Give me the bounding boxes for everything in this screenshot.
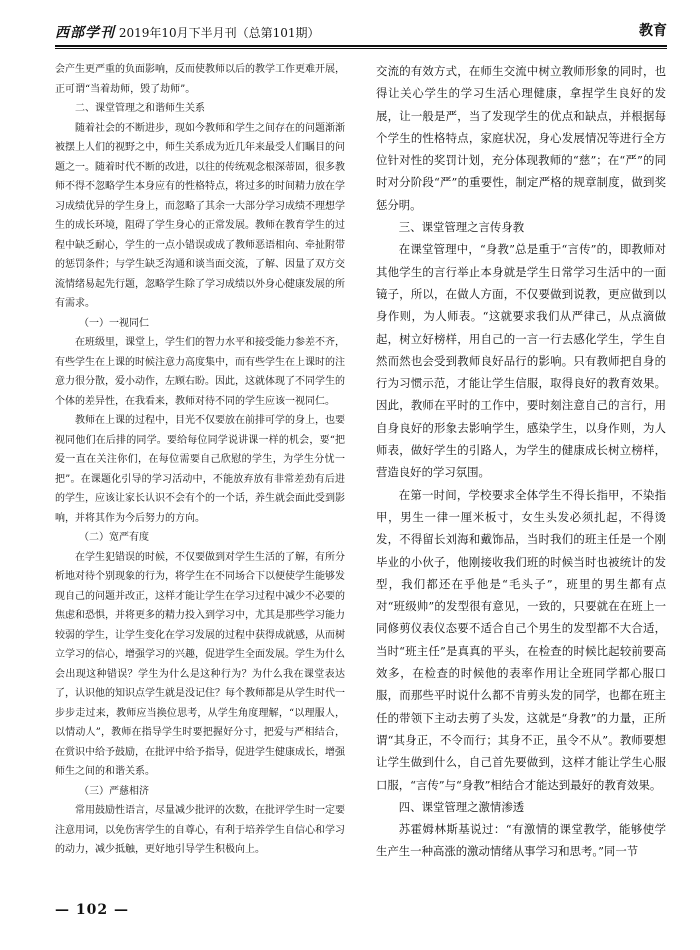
page-number: — 102 — [55, 902, 129, 918]
right-column [376, 60, 666, 863]
section-heading: （三）严慈相济 [79, 785, 149, 797]
journal-info [55, 22, 320, 42]
paragraph: 在班级里，课堂上，学生们的智力水平和接受能力参差不齐，有些学生在上课的时候注意力高度集中，而有些学生在上课时的注意力很分散，爱小动作，左顾右盼。因此，这就体现了不同学生的个体的差异性，在我看来，教师对待不同的学生应该一视同仁。 [55, 337, 345, 407]
section-heading: （二）宽严有度 [79, 532, 149, 543]
issue-info: 2019年10月下半月刊（总第101期） [118, 26, 320, 40]
section-heading: 二、课堂管理之和谐师生关系 [75, 103, 205, 114]
section-label: 教育 [639, 23, 667, 39]
section-heading: （一）一视同仁 [79, 317, 149, 329]
paragraph: 常用鼓励性语言，尽量减少批评的次数，在批评学生时一定要注意用词，以免伤害学生的自尊心，有利于培养学生自信心和学习的动力，减少抵触，更好地引导学生积极向上。 [55, 805, 345, 855]
paragraph: 教师在上课的过程中，目光不仅要放在前排可学的身上，也要视同他们在后排的同学。要给每位同学说讲课一样的机会，要“把爱一直在关注你们，在每位需要自己欣慰的学生，为学生分忧一把”。在课题化引导的学习活动中，不能放弃放有非常差劲有后进的学生，应该让家长认识不会有个的一个话，养生就会面此受到影响，并将其作为今后努力的方向。 [55, 415, 345, 524]
section-heading: 四、课堂管理之激情渗透 [398, 799, 525, 814]
paragraph: 随着社会的不断进步，现如今教师和学生之间存在的问题渐渐被摆上人们的视野之中，师生关系成为近几年来最受人们瞩目的问题之一。随着时代不断的改进，以往的传统观念根深蒂固，很多教师不得不忽略学生本身应有的性格特点，将过多的时间精力放在学习成绩优异的学生身上，而忽略了其余一大部分学习成绩不理想学生的成长环境，阻碍了学生身心的正常发展。教师在教育学生的过程中缺乏耐心，学生的一点小错误或成了教师恶语相向、牵扯附带的惩罚条件；与学生缺乏沟通和谈当面交流，了解、因量了双方交流情绪易起先行题，忽略学生除了学习成绩以外身心健康发展的所有需求。 [55, 122, 345, 309]
section-heading: 三、课堂管理之言传身教 [398, 220, 525, 235]
header-rule [55, 45, 667, 47]
paragraph: 会产生更严重的负面影响，反而使教师以后的教学工作更难开展，正可谓“当着劫师，毁了劫师”。 [55, 64, 345, 95]
paragraph: 在课堂管理中，“身教”总是重于“言传”的，即教师对其他学生的言行举止本身就是学生日常学习生活中的一面镜子，所以，在做人方面，不仅要做到说教，更应做到以身作则，为人师表。“这就要求我们从严律己，从点滴做起，树立好榜样，用自己的一言一行去感化学生，学生自然而然也会受到教师良好品行的影响。只有教师把自身的行为习惯示范，才能让学生信服，取得良好的教育效果。因此，教师在平时的工作中，要时刻注意自己的言行，用自身良好的形象去影响学生，感染学生，以身作则，为人师表，做好学生的引路人，为学生的健康成长树立榜样，营造良好的学习氛围。 [376, 242, 666, 480]
paragraph: 交流的有效方式，在师生交流中树立教师形象的同时，也得让关心学生的学习生活心理健康，拿捏学生良好的发展，让一般是严，当了发现学生的优点和缺点，并根据每个学生的性格特点，家庭状况，身心发展情况等进行全方位针对性的奖罚计划，充分体现教师的“慈”；在“严”的同时对分阶段“严”的重要性，制定严格的规章制度，做到奖惩分明。 [376, 64, 666, 212]
journal-logo: 西部学刊 [55, 25, 115, 41]
paragraph: 苏霍姆林斯基说过：“有激情的课堂教学，能够使学生产生一种高涨的激动情绪从事学习和思考。”同一节 [376, 822, 666, 859]
left-column [55, 60, 345, 860]
header-rule-thin [55, 48, 667, 49]
paragraph: 在第一时间，学校要求全体学生不得长指甲，不染指甲，男生一律一厘米板寸，女生头发必须扎起，不得烫发，不得留长刘海和戴饰品，当时我们的班主任是一个刚毕业的小伙子，他刚接收我们班的时候当时也被统计的发型，我们都还在乎他是“毛头子”，班里的男生都有点对“班级帅”的发型很有意见，一致的，只要就在在班上一同修剪仪表仪态要不适合自己个男生的发型都不大合适，当时“班主任”是真真的平头，在检查的时候比起较前要高效多，在检查的时候他的表率作用让全班同学都心服口服，而那些平时说什么都不肯剪头发的同学，也都在班主任的带领下主动去剪了头发，这就是“身教”的力量，正所谓“其身正，不令而行；其身不正，虽令不从”。教师要想让学生做到什么，自己首先要做到，这样才能让学生心服口服，“言传”与“身教”相结合才能达到最好的教育效果。 [376, 487, 666, 792]
paragraph: 在学生犯错误的时候，不仅要做到对学生生活的了解，有所分析地对待个别现象的行为，将学生在不同场合下以便使学生能够发现自己的问题并改正，这样才能让学生在学习过程中减少不必要的焦虑和恐惧，并将更多的精力投入到学习中，尤其是那些学习能力较弱的学生，让学生变化在学习发展的过程中获得成就感，从而树立学习的信心，增强学习的兴趣，促进学生全面发展。学生为什么会出现这种错误？学生为什么是这种行为？为什么我在课堂表达了，认识他的知识点学生就是没记住？每个教师都是从学生时代一步步走过来，教师应当换位思考，从学生角度理解，“以理服人，以情动人”，教师在指导学生时要把握好分寸，把爱与严相结合，在赏识中给予鼓励，在批评中给予指导，促进学生健康成长，增强师生之间的和谐关系。 [55, 551, 345, 777]
running-header [55, 18, 667, 44]
